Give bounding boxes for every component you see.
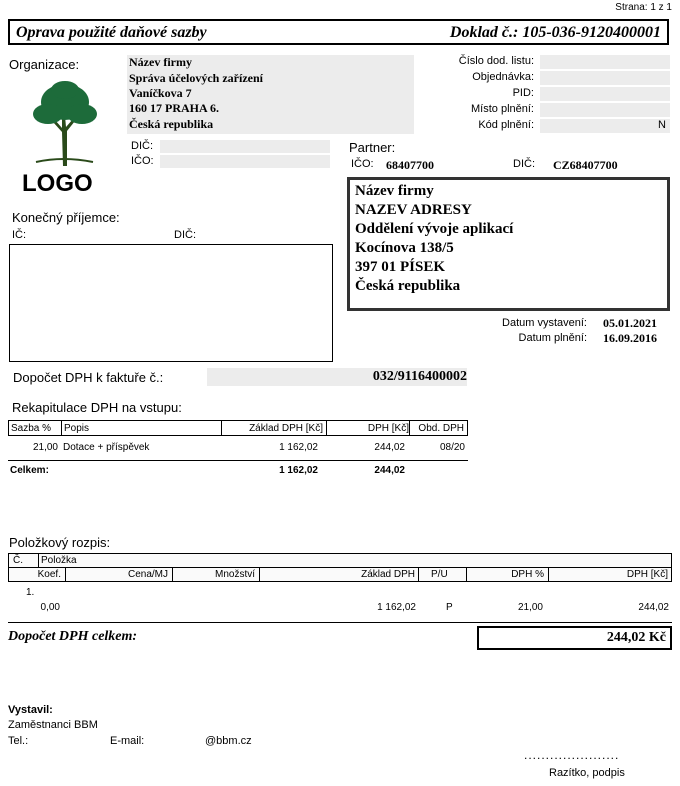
vat-recap-row xyxy=(8,440,468,456)
items-title: Položkový rozpis: xyxy=(9,535,111,550)
partner-ico: 68407700 xyxy=(386,158,434,172)
col-base: Základ DPH xyxy=(361,569,415,580)
partner-line-2: NAZEV ADRESY xyxy=(355,202,472,218)
col-coef: Koef. xyxy=(37,569,61,580)
vat-recap-table xyxy=(8,420,468,480)
vat-recap-title: Rekapitulace DPH na vstupu: xyxy=(12,400,182,415)
item-base: 1 162,02 xyxy=(377,602,416,613)
col-period: Obd. DPH xyxy=(418,423,464,434)
items-header-2 xyxy=(8,567,672,582)
partner-line-6: Česká republika xyxy=(355,278,461,294)
partner-dic: CZ68407700 xyxy=(553,158,618,172)
col-vat: DPH [Kč] xyxy=(367,423,409,434)
place-value xyxy=(540,103,670,117)
row-desc: Dotace + příspěvek xyxy=(63,442,150,453)
item-vat-rate: 21,00 xyxy=(517,602,543,613)
partner-line-5: 397 01 PÍSEK xyxy=(355,259,446,275)
delivery-note-value xyxy=(540,55,670,69)
org-ico-label: IČO: xyxy=(131,155,154,167)
partner-dic-label: DIČ: xyxy=(513,158,535,170)
document-title: Oprava použité daňové sazby xyxy=(16,24,207,41)
issuer-name: Zaměstnanci BBM xyxy=(8,719,98,731)
row-period: 08/20 xyxy=(439,442,465,453)
grand-total-rule xyxy=(8,622,672,623)
item-pu: P xyxy=(446,602,453,613)
issuer-label: Vystavil: xyxy=(8,704,53,716)
perf-code-label: Kód plnění: xyxy=(478,119,534,131)
document-number: Doklad č.: 105-036-9120400001 xyxy=(449,24,661,41)
perf-code-value: N xyxy=(540,119,670,133)
partner-line-3: Oddělení vývoje aplikací xyxy=(355,221,514,237)
col-pu: P/U xyxy=(431,569,448,580)
recipient-dic-label: DIČ: xyxy=(174,229,196,241)
order-label: Objednávka: xyxy=(472,71,534,83)
issuer-tel-label: Tel.: xyxy=(8,735,29,747)
issued-date: 05.01.2021 xyxy=(603,316,657,330)
recipient-ic-label: IČ: xyxy=(12,229,27,241)
performed-date: 16.09.2016 xyxy=(603,331,657,345)
col-rate: Sazba % xyxy=(11,423,52,434)
partner-address-box xyxy=(347,177,670,311)
tree-logo-icon xyxy=(18,76,113,171)
delivery-note-label: Číslo dod. listu: xyxy=(458,55,534,67)
col-num: Č. xyxy=(13,555,23,566)
items-table xyxy=(8,553,672,618)
org-dic-label: DIČ: xyxy=(131,140,153,152)
company-logo xyxy=(18,76,113,198)
org-label: Organizace: xyxy=(9,57,80,72)
org-line-1: Správa účelových zařízení xyxy=(129,71,263,85)
item-number: 1. xyxy=(26,587,35,598)
pid-value xyxy=(540,87,670,101)
recipient-label: Konečný příjemce: xyxy=(12,210,120,225)
row-base: 1 162,02 xyxy=(279,442,318,453)
order-value xyxy=(540,71,670,85)
org-line-2: Vaníčkova 7 xyxy=(129,86,192,100)
vat-recap-total-row xyxy=(8,463,468,479)
total-label: Celkem: xyxy=(10,465,49,476)
col-vat: DPH [Kč] xyxy=(626,569,668,580)
logo-text: LOGO xyxy=(22,170,93,197)
col-base: Základ DPH [Kč] xyxy=(249,423,323,434)
org-dic-value xyxy=(160,140,330,153)
issued-date-label: Datum vystavení: xyxy=(502,317,587,329)
partner-label: Partner: xyxy=(349,140,396,155)
pid-label: PID: xyxy=(512,87,534,99)
vat-recap-divider xyxy=(8,460,468,461)
partner-line-1: Název firmy xyxy=(355,183,434,199)
org-line-3: 160 17 PRAHA 6. xyxy=(129,101,219,115)
performed-date-label: Datum plnění: xyxy=(518,332,587,344)
issuer-email-label: E-mail: xyxy=(110,735,145,747)
order-info xyxy=(430,55,670,135)
item-row xyxy=(8,601,672,616)
issuer-email: @bbm.cz xyxy=(205,735,252,747)
col-item: Položka xyxy=(41,555,77,566)
document-header xyxy=(8,19,669,45)
col-price: Cena/MJ xyxy=(127,569,168,580)
recipient-box xyxy=(9,244,333,362)
grand-total-value: 244,02 Kč xyxy=(477,626,672,650)
place-label: Místo plnění: xyxy=(471,103,534,115)
total-base: 1 162,02 xyxy=(279,465,318,476)
org-address-block xyxy=(127,55,414,134)
org-name-label: Název firmy xyxy=(129,55,192,69)
signature-label: Razítko, podpis xyxy=(549,767,625,779)
total-vat: 244,02 xyxy=(374,465,405,476)
signature-dots: ...................... xyxy=(524,748,620,762)
row-vat: 244,02 xyxy=(374,442,405,453)
partner-line-4: Kocínova 138/5 xyxy=(355,240,454,256)
item-vat: 244,02 xyxy=(638,602,669,613)
col-desc: Popis xyxy=(64,423,90,434)
col-qty: Množství xyxy=(214,569,255,580)
col-vat-rate: DPH % xyxy=(511,569,544,580)
partner-ico-label: IČO: xyxy=(351,158,374,170)
invoice-ref-value: 032/9116400002 xyxy=(207,368,467,386)
vat-recap-header-row xyxy=(8,420,468,436)
grand-total-label: Dopočet DPH celkem: xyxy=(8,629,138,644)
items-header-1 xyxy=(8,553,672,568)
org-line-4: Česká republika xyxy=(129,117,214,131)
invoice-ref-label: Dopočet DPH k faktuře č.: xyxy=(13,370,164,385)
page-counter: Strana: 1 z 1 xyxy=(615,2,672,13)
row-rate: 21,00 xyxy=(32,442,58,453)
item-coef: 0,00 xyxy=(40,602,60,613)
org-ico-value xyxy=(160,155,330,168)
